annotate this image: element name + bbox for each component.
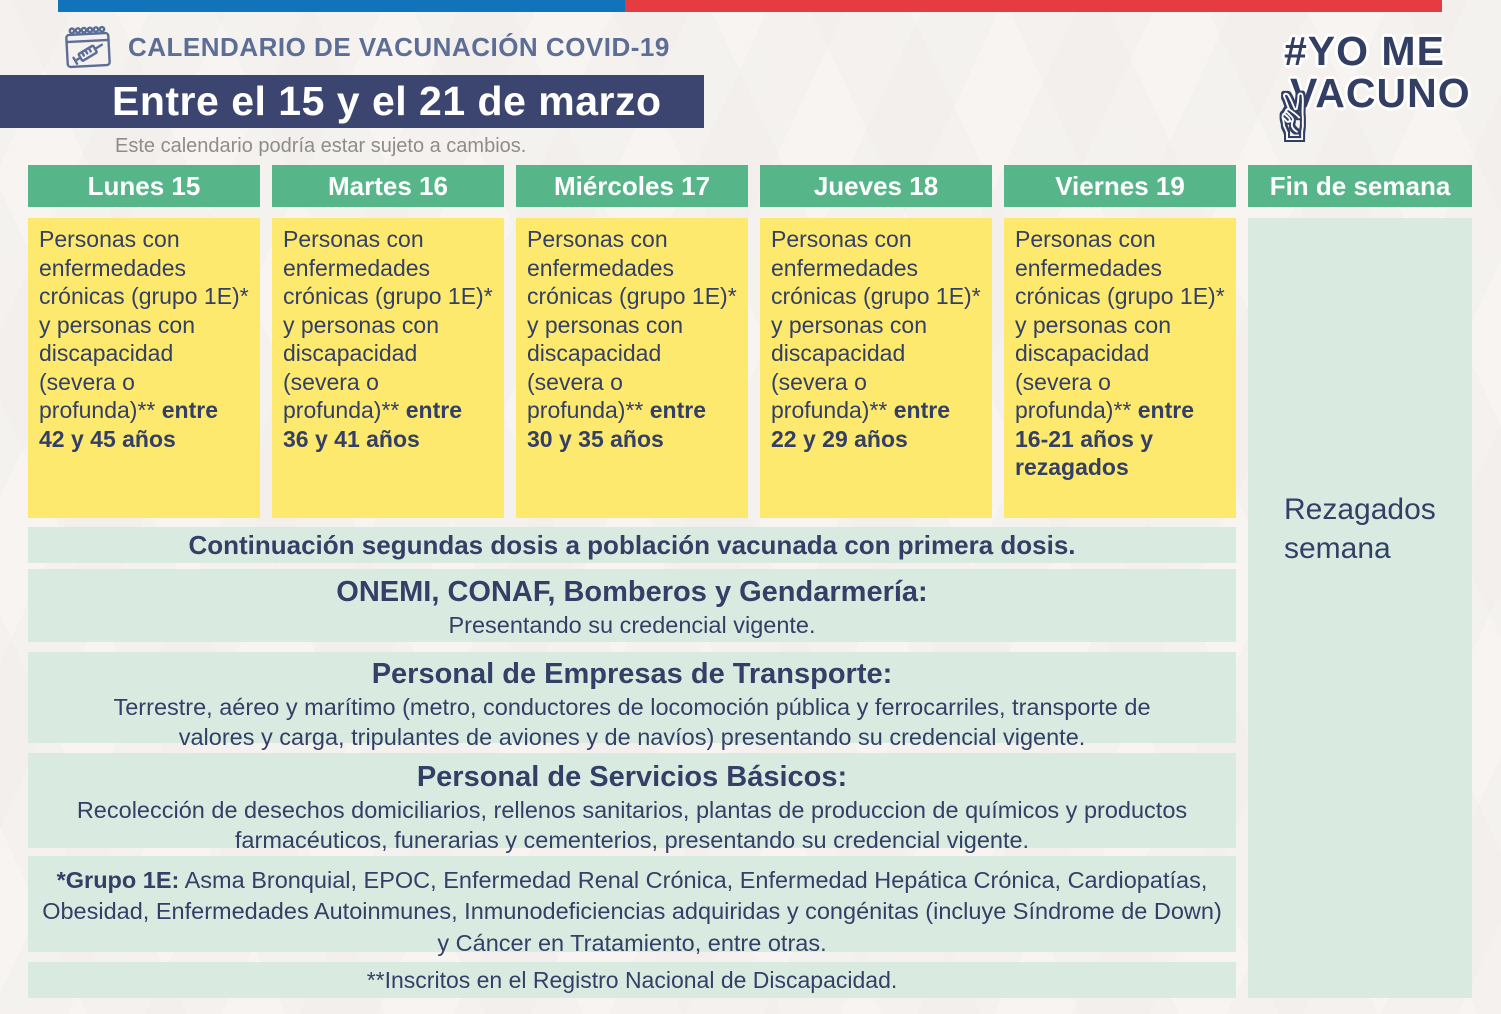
band-body: Terrestre, aéreo y marítimo (metro, conductores de locomoción pública y ferrocarriles, transporte de valores y carga, tripulantes de aviones y de navíos) presentando su credencial vigente.: [113, 693, 1151, 751]
logo-line-2: VACUNO: [1290, 70, 1471, 116]
page-title: CALENDARIO DE VACUNACIÓN COVID-19: [128, 32, 670, 62]
day-header-jueves: Jueves 18: [760, 165, 992, 207]
day-header-martes: Martes 16: [272, 165, 504, 207]
day-cell-body: Personas con enfermedades crónicas (grupo 1E)* y personas con discapacidad (severa o profunda)**: [39, 226, 249, 424]
day-cell-highlight: entre 16-21 años y rezagados: [1015, 397, 1194, 481]
day-cell-viernes: [1004, 218, 1236, 518]
date-range-banner: [0, 75, 704, 128]
calendar-syringe-icon: [60, 22, 116, 75]
band-body: Presentando su credencial vigente.: [448, 611, 816, 638]
band-title: Personal de Servicios Básicos:: [416, 761, 848, 793]
day-cell-body: Personas con enfermedades crónicas (grupo 1E)* y personas con discapacidad (severa o profunda)**: [1015, 226, 1225, 424]
day-header-miercoles: Miércoles 17: [516, 165, 748, 207]
weekend-text: Rezagados semana: [1284, 493, 1436, 565]
day-cell-lunes: [28, 218, 260, 518]
logo-line-1: #YO ME: [1284, 28, 1445, 74]
peace-hand-icon: ✌: [1268, 82, 1322, 156]
grupo-1e-label: *Grupo 1E:: [56, 867, 180, 893]
day-cell-highlight: entre 22 y 29 años: [771, 397, 950, 452]
grupo-1e-text: Asma Bronquial, EPOC, Enfermedad Renal Crónica, Enfermedad Hepática Crónica, Cardiopatías, Obesidad, Enfermedades Autoinmunes, Inmunodeficiencias adquiridas y congénitas (incluye Síndrome de Down) y Cáncer en Tratamiento, entre otras.: [42, 867, 1222, 956]
weekend-column: [1248, 218, 1472, 998]
day-header-weekend: Fin de semana: [1248, 165, 1472, 207]
day-cell-martes: [272, 218, 504, 518]
day-cell-body: Personas con enfermedades crónicas (grupo 1E)* y personas con discapacidad (severa o profunda)**: [283, 226, 493, 424]
band-transporte: [28, 652, 1236, 751]
band-grupo-1e-footnote: [28, 856, 1236, 956]
day-cell-highlight: entre 42 y 45 años: [39, 397, 218, 452]
band-discapacidad-footnote: **Inscritos en el Registro Nacional de Discapacidad.: [28, 962, 1236, 998]
day-header-lunes: Lunes 15: [28, 165, 260, 207]
day-cell-highlight: entre 30 y 35 años: [527, 397, 706, 452]
band-body: Recolección de desechos domiciliarios, rellenos sanitarios, plantas de produccion de químicos y productos farmacéuticos, funerarias y cementerios, presentando su credencial vigente.: [76, 796, 1188, 854]
date-range-text: Entre el 15 y el 21 de marzo: [112, 78, 662, 124]
band-servicios-basicos: [28, 753, 1236, 854]
band-title: Personal de Empresas de Transporte:: [371, 658, 893, 690]
day-cell-body: Personas con enfermedades crónicas (grupo 1E)* y personas con discapacidad (severa o profunda)**: [527, 226, 737, 424]
yomevacuno-logo: [1268, 28, 1484, 156]
day-header-viernes: Viernes 19: [1004, 165, 1236, 207]
flag-stripe-blue: [58, 0, 625, 12]
flag-stripe-red: [625, 0, 1442, 12]
band-title: ONEMI, CONAF, Bomberos y Gendarmería:: [336, 576, 928, 608]
day-cell-jueves: [760, 218, 992, 518]
band-onemi: [28, 569, 1236, 642]
day-cell-miercoles: [516, 218, 748, 518]
day-cell-body: Personas con enfermedades crónicas (grupo 1E)* y personas con discapacidad (severa o profunda)**: [771, 226, 981, 424]
disclaimer-text: Este calendario podría estar sujeto a cambios.: [115, 135, 527, 157]
band-second-doses: Continuación segundas dosis a población vacunada con primera dosis.: [28, 527, 1236, 563]
day-cell-highlight: entre 36 y 41 años: [283, 397, 462, 452]
